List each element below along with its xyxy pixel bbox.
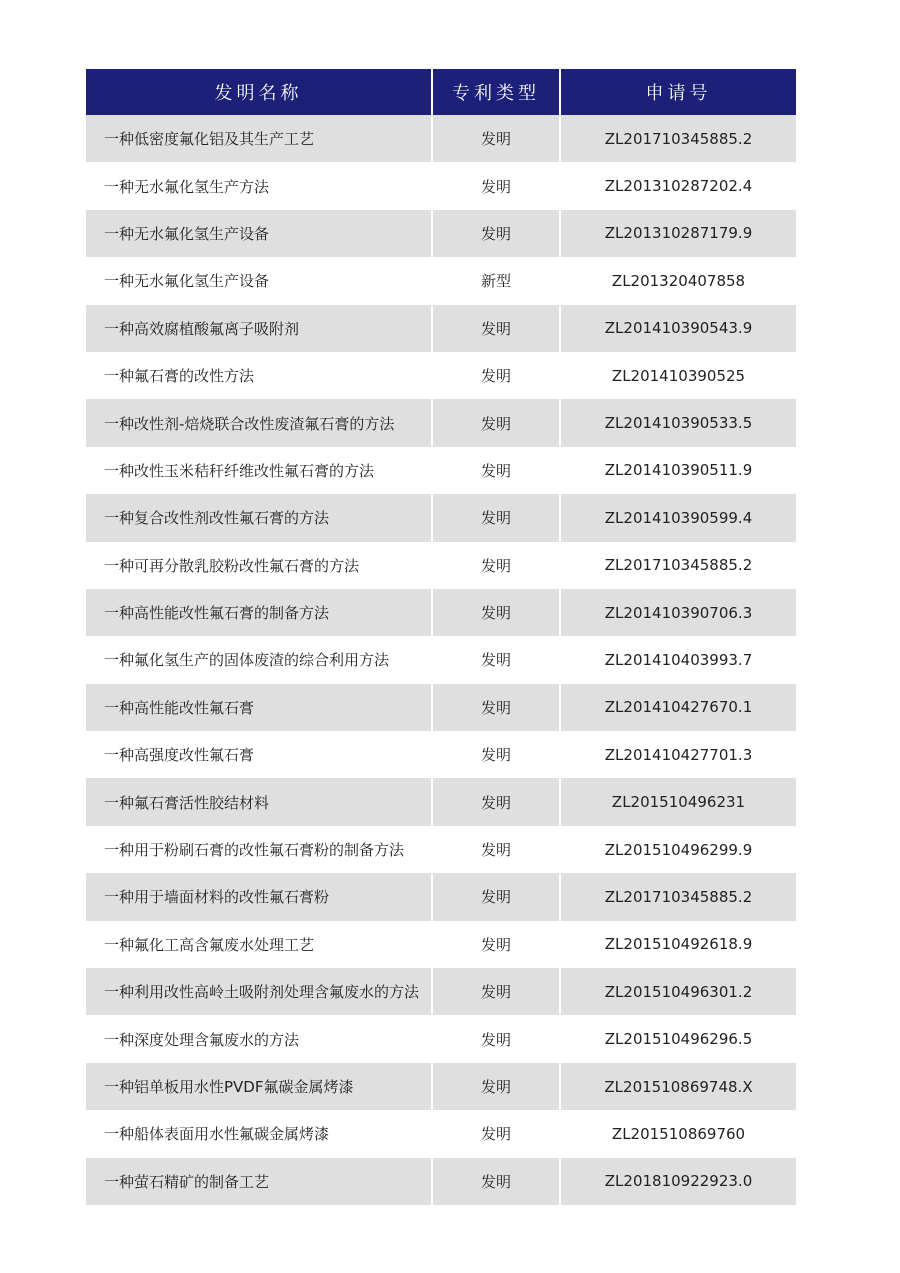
application-number-cell: ZL201510496296.5: [559, 1015, 796, 1062]
application-number-cell: ZL201410427701.3: [559, 731, 796, 778]
table-row: [86, 778, 796, 825]
patent-type-cell: 发明: [431, 494, 559, 541]
table-row: [86, 968, 796, 1015]
application-number-cell: ZL201510496301.2: [559, 968, 796, 1015]
header-application-number: 申请号: [559, 69, 796, 115]
application-number-cell: ZL201510496299.9: [559, 826, 796, 873]
application-number-cell: ZL201410390543.9: [559, 305, 796, 352]
table-header-row: [86, 69, 796, 115]
patent-type-cell: 新型: [431, 257, 559, 304]
invention-name-cell: 一种无水氟化氢生产设备: [104, 272, 270, 291]
table-row: [86, 1158, 796, 1205]
patent-type-cell: 发明: [431, 542, 559, 589]
patent-type-cell: 发明: [431, 352, 559, 399]
table-row: [86, 1063, 796, 1110]
table-row: [86, 447, 796, 494]
table-row: [86, 115, 796, 162]
application-number-cell: ZL201410390525: [559, 352, 796, 399]
invention-name-cell: 一种高强度改性氟石膏: [104, 746, 255, 765]
invention-name-cell: 一种可再分散乳胶粉改性氟石膏的方法: [104, 556, 360, 575]
patent-type-cell: 发明: [431, 115, 559, 162]
patent-type-cell: 发明: [431, 589, 559, 636]
invention-name-cell: 一种萤石精矿的制备工艺: [86, 1158, 431, 1205]
invention-name-cell: 一种无水氟化氢生产设备: [86, 210, 431, 257]
patent-type-cell: 发明: [431, 968, 559, 1015]
invention-name-cell: 一种氟石膏的改性方法: [104, 367, 255, 386]
application-number-cell: ZL201320407858: [559, 257, 796, 304]
patent-type-cell: 发明: [431, 826, 559, 873]
invention-name-cell: 一种铝单板用水性PVDF氟碳金属烤漆: [86, 1063, 431, 1110]
patent-type-cell: 发明: [431, 778, 559, 825]
application-number-cell: ZL201410427670.1: [559, 684, 796, 731]
patent-type-cell: 发明: [431, 162, 559, 209]
table-row: [86, 210, 796, 257]
table-row: [86, 494, 796, 541]
patent-type-cell: 发明: [431, 873, 559, 920]
patent-type-cell: 发明: [431, 636, 559, 683]
invention-name-cell: 一种无水氟化氢生产方法: [104, 177, 270, 196]
application-number-cell: ZL201710345885.2: [559, 542, 796, 589]
invention-name-cell: 一种高性能改性氟石膏的制备方法: [86, 589, 431, 636]
patent-type-cell: 发明: [431, 447, 559, 494]
patent-type-cell: 发明: [431, 1063, 559, 1110]
application-number-cell: ZL201410403993.7: [559, 636, 796, 683]
invention-name-cell: 一种高效腐植酸氟离子吸附剂: [86, 305, 431, 352]
table-row: [86, 731, 796, 778]
patent-type-cell: 发明: [431, 210, 559, 257]
invention-name-cell: 一种氟石膏活性胶结材料: [86, 778, 431, 825]
patent-type-cell: 发明: [431, 731, 559, 778]
application-number-cell: ZL201510496231: [559, 778, 796, 825]
invention-name-cell: 一种改性剂-焙烧联合改性废渣氟石膏的方法: [86, 399, 431, 446]
table-row: [86, 589, 796, 636]
table-row: [86, 873, 796, 920]
application-number-cell: ZL201510869760: [559, 1110, 796, 1157]
application-number-cell: ZL201410390533.5: [559, 399, 796, 446]
patent-type-cell: 发明: [431, 305, 559, 352]
application-number-cell: ZL201410390706.3: [559, 589, 796, 636]
table-row: [86, 257, 796, 304]
patent-table: [86, 69, 796, 1205]
table-row: [86, 542, 796, 589]
table-row: [86, 399, 796, 446]
patent-type-cell: 发明: [431, 684, 559, 731]
patent-type-cell: 发明: [431, 1110, 559, 1157]
table-row: [86, 1110, 796, 1157]
application-number-cell: ZL201410390599.4: [559, 494, 796, 541]
application-number-cell: ZL201710345885.2: [559, 873, 796, 920]
table-row: [86, 305, 796, 352]
patent-type-cell: 发明: [431, 1015, 559, 1062]
invention-name-cell: 一种高性能改性氟石膏: [86, 684, 431, 731]
table-row: [86, 1015, 796, 1062]
patent-type-cell: 发明: [431, 399, 559, 446]
application-number-cell: ZL201310287179.9: [559, 210, 796, 257]
application-number-cell: ZL201810922923.0: [559, 1158, 796, 1205]
invention-name-cell: 一种利用改性高岭土吸附剂处理含氟废水的方法: [86, 968, 431, 1015]
application-number-cell: ZL201510492618.9: [559, 921, 796, 968]
table-row: [86, 352, 796, 399]
table-row: [86, 162, 796, 209]
invention-name-cell: 一种用于粉刷石膏的改性氟石膏粉的制备方法: [104, 841, 405, 860]
header-invention-name: 发明名称: [86, 69, 431, 115]
application-number-cell: ZL201310287202.4: [559, 162, 796, 209]
table-row: [86, 684, 796, 731]
invention-name-cell: 一种深度处理含氟废水的方法: [104, 1030, 300, 1049]
patent-type-cell: 发明: [431, 921, 559, 968]
invention-name-cell: 一种低密度氟化铝及其生产工艺: [86, 115, 431, 162]
table-row: [86, 826, 796, 873]
invention-name-cell: 一种氟化氢生产的固体废渣的综合利用方法: [104, 651, 390, 670]
invention-name-cell: 一种复合改性剂改性氟石膏的方法: [86, 494, 431, 541]
invention-name-cell: 一种船体表面用水性氟碳金属烤漆: [104, 1125, 330, 1144]
table-row: [86, 921, 796, 968]
application-number-cell: ZL201710345885.2: [559, 115, 796, 162]
application-number-cell: ZL201410390511.9: [559, 447, 796, 494]
invention-name-cell: 一种氟化工高含氟废水处理工艺: [104, 935, 315, 954]
application-number-cell: ZL201510869748.X: [559, 1063, 796, 1110]
table-row: [86, 636, 796, 683]
header-patent-type: 专利类型: [431, 69, 559, 115]
invention-name-cell: 一种改性玉米秸秆纤维改性氟石膏的方法: [104, 461, 375, 480]
invention-name-cell: 一种用于墙面材料的改性氟石膏粉: [86, 873, 431, 920]
patent-type-cell: 发明: [431, 1158, 559, 1205]
